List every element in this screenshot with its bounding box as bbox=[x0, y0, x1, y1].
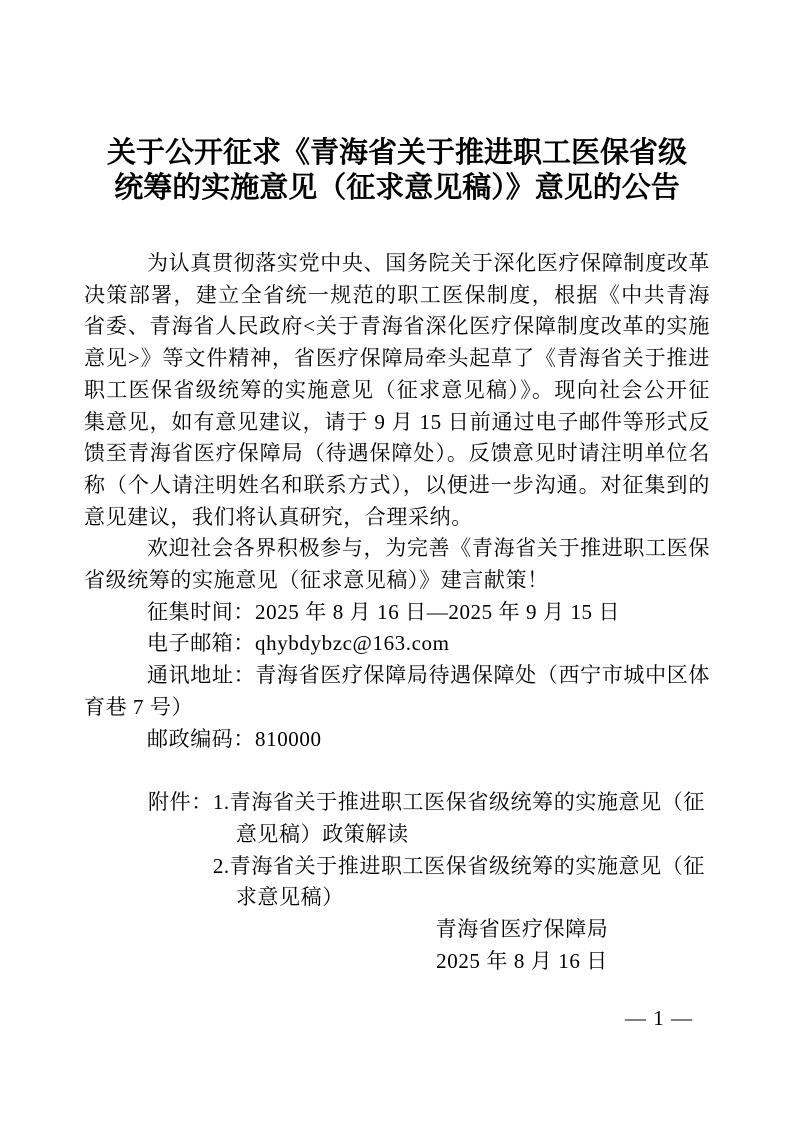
signature-block bbox=[354, 914, 690, 977]
collection-period-line: 征集时间：2025 年 8 月 16 日—2025 年 9 月 15 日 bbox=[147, 599, 621, 624]
attachment-1-line-1: 1.青海省关于推进职工医保省级统筹的实施意见（征 bbox=[212, 790, 705, 815]
title-line-1: 关于公开征求《青海省关于推进职工医保省级 bbox=[106, 137, 687, 169]
title-line-2: 统筹的实施意见（征求意见稿）》意见的公告 bbox=[114, 172, 680, 204]
attachment-item-2 bbox=[213, 851, 705, 914]
page-title bbox=[84, 0, 710, 206]
attachment-item-1 bbox=[213, 787, 705, 850]
intro-paragraph: 为认真贯彻落实党中央、国务院关于深化医疗保障制度改革决策部署，建立全省统一规范的职工医保制度，根据《中共青海省委、青海省人民政府<关于青海省深化医疗保障制度改革的实施意见>》等文件精神，省医疗保障局牵头起草了《青海省关于推进职工医保省级统筹的实施意见（征求意见稿）》。现向社会公开征集意见，如有意见建议，请于 9 月 15 日前通过电子邮件等形式反馈至青海省医疗保障局（待遇保障处）。反馈意见时请注明单位名称（个人请注明姓名和联系方式），以便进一步沟通。对征集到的意见建议，我们将认真研究，合理采纳。 bbox=[84, 251, 710, 529]
issue-date: 2025 年 8 月 16 日 bbox=[436, 948, 608, 973]
invitation-paragraph: 欢迎社会各界积极参与，为完善《青海省关于推进职工医保省级统筹的实施意见（征求意见稿）》建言献策！ bbox=[84, 536, 710, 593]
issuing-authority: 青海省医疗保障局 bbox=[435, 917, 609, 942]
attachment-2-line-1: 2.青海省关于推进职工医保省级统筹的实施意见（征 bbox=[212, 853, 705, 878]
page-number: — 1 — bbox=[625, 1006, 693, 1030]
email-line: 电子邮箱：qhybdybzc@163.com bbox=[147, 631, 450, 656]
attachments-label: 附件： bbox=[148, 790, 213, 815]
attachment-2-line-2: 求意见稿） bbox=[235, 885, 344, 910]
postcode-line: 邮政编码：810000 bbox=[147, 726, 322, 751]
attachments-list bbox=[213, 787, 705, 914]
attachments-block bbox=[148, 787, 710, 914]
address-line: 通讯地址：青海省医疗保障局待遇保障处（西宁市城中区体育巷 7 号） bbox=[84, 663, 710, 719]
attachment-1-line-2: 意见稿）政策解读 bbox=[235, 821, 409, 846]
